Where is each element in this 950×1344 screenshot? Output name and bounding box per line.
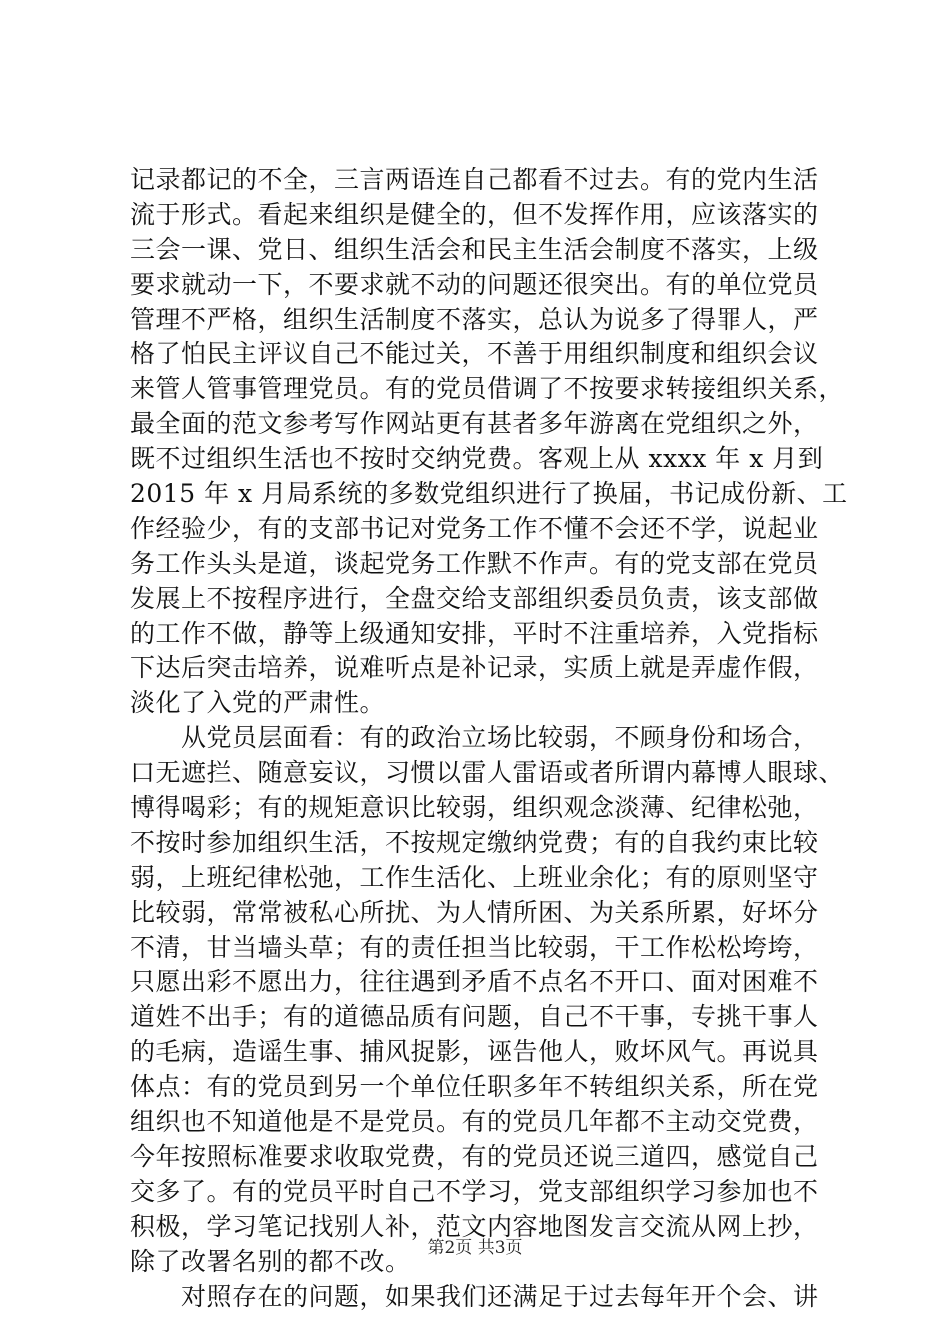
text-line: 记录都记的不全，三言两语连自己都看不过去。有的党内生活 [130,165,819,194]
text-line: 口无遮拦、随意妄议，习惯以雷人雷语或者所谓内幕博人眼球、 [130,758,845,788]
page-number: 第2页 共3页 [427,1238,523,1258]
text-line: 的毛病，造谣生事、捕风捉影，诬告他人，败坏风气。再说具 [130,1037,819,1067]
text-line: 交多了。有的党员平时自己不学习，党支部组织学习参加也不 [130,1176,819,1206]
text-line: 既不过组织生活也不按时交纳党费。客观上从 xxxx 年 x 月到 [130,444,824,474]
text-line: 务工作头头是道，谈起党务工作默不作声。有的党支部在党员 [130,548,819,578]
text-line: 的工作不做，静等上级通知安排，平时不注重培养，入党指标 [130,618,819,648]
text-line: 2015 年 x 月局系统的多数党组织进行了换届，书记成份新、工 [130,479,848,509]
text-line: 作经验少，有的支部书记对党务工作不懂不会还不学，说起业 [130,513,819,543]
text-line: 弱，上班纪律松弛，工作生活化、上班业余化；有的原则坚守 [130,862,819,892]
text-line: 比较弱，常常被私心所扰、为人情所困、为关系所累，好坏分 [130,897,819,927]
text-line: 流于形式。看起来组织是健全的，但不发挥作用，应该落实的 [130,199,819,229]
text-line: 格了怕民主评议自己不能过关，不善于用组织制度和组织会议 [130,339,819,369]
text-line: 对照存在的问题，如果我们还满足于过去每年开个会、讲 [130,1281,819,1311]
text-line: 积极，学习笔记找别人补，范文内容地图发言交流从网上抄， [130,1211,819,1241]
text-line: 三会一课、党日、组织生活会和民主生活会制度不落实，上级 [130,234,819,264]
text-line: 除了改署名别的都不改。 [130,1246,411,1276]
text-line: 组织也不知道他是不是党员。有的党员几年都不主动交党费， [130,1107,819,1137]
text-line: 不按时参加组织生活，不按规定缴纳党费；有的自我约束比较 [130,827,819,857]
text-line: 只愿出彩不愿出力，往往遇到矛盾不点名不开口、面对困难不 [130,967,819,997]
text-line: 道姓不出手；有的道德品质有问题，自己不干事，专挑干事人 [130,1002,819,1032]
text-line: 发展上不按程序进行，全盘交给支部组织委员负责，该支部做 [130,583,819,613]
text-line: 从党员层面看：有的政治立场比较弱，不顾身份和场合， [130,723,819,753]
text-line: 来管人管事管理党员。有的党员借调了不按要求转接组织关系， [130,374,845,404]
text-line: 淡化了入党的严肃性。 [130,688,386,718]
page-footer [0,1236,950,1260]
body-text [130,163,848,1314]
text-line: 管理不严格，组织生活制度不落实，总认为说多了得罪人，严 [130,304,819,334]
text-line: 体点：有的党员到另一个单位任职多年不转组织关系，所在党 [130,1072,819,1102]
text-line: 下达后突击培养，说难听点是补记录，实质上就是弄虚作假， [130,653,819,683]
text-line: 今年按照标准要求收取党费，有的党员还说三道四，感觉自己 [130,1141,819,1171]
text-line: 要求就动一下，不要求就不动的问题还很突出。有的单位党员 [130,269,819,299]
text-line: 最全面的范文参考写作网站更有甚者多年游离在党组织之外， [130,409,819,439]
text-line: 博得喝彩；有的规矩意识比较弱，组织观念淡薄、纪律松弛， [130,793,819,823]
text-line: 不清，甘当墙头草；有的责任担当比较弱，干工作松松垮垮， [130,932,819,962]
